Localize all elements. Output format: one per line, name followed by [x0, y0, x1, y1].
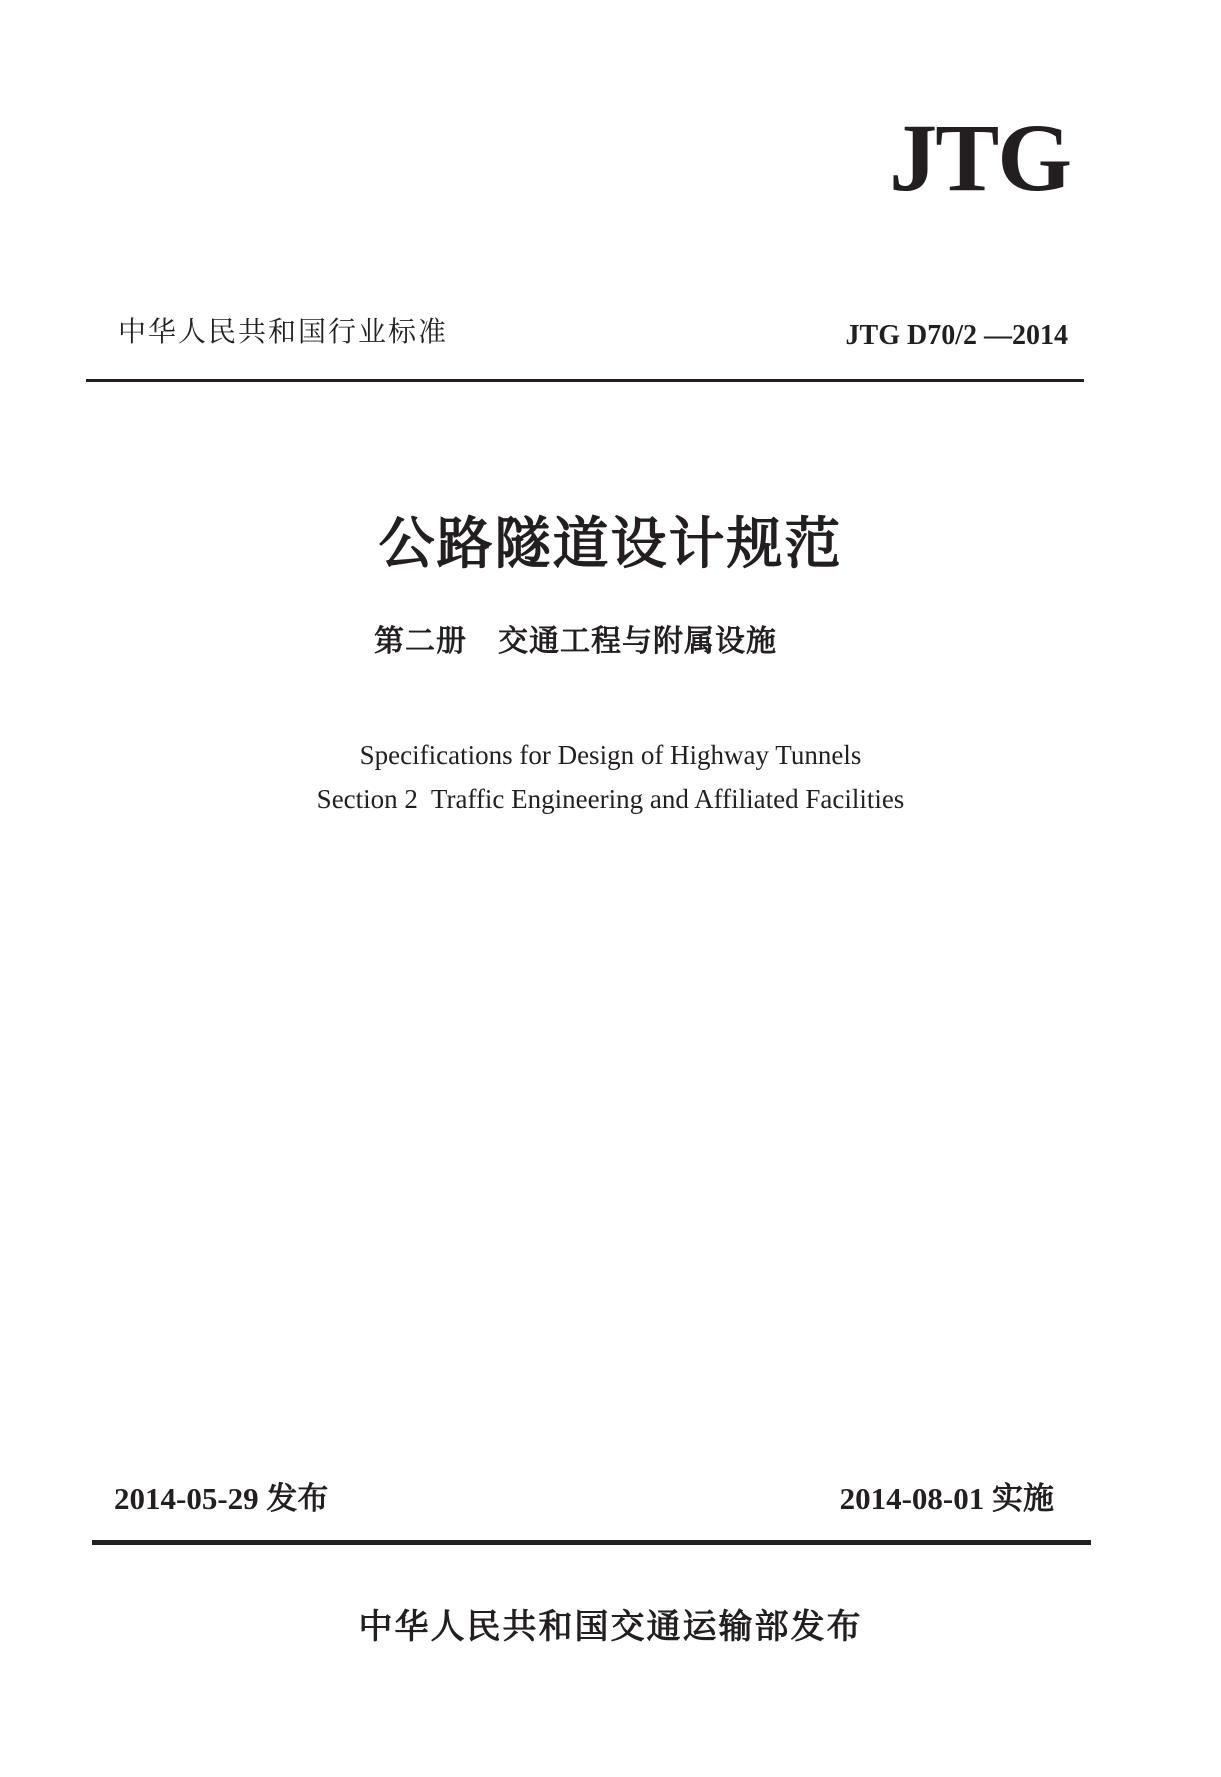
- english-title-line-1: Specifications for Design of Highway Tunnels: [359, 740, 862, 770]
- standard-category: 中华人民共和国行业标准: [118, 315, 449, 348]
- top-divider: [86, 379, 1084, 382]
- document-title-chinese: 公路隧道设计规范: [378, 511, 843, 577]
- document-subtitle-chinese: 第二册 交通工程与附属设施: [374, 624, 777, 659]
- effective-date: 2014-08-01 实施: [839, 1481, 1054, 1516]
- release-date: 2014-05-29 发布: [114, 1481, 329, 1516]
- document-title-english: [0, 733, 1221, 821]
- publisher: 中华人民共和国交通运输部发布: [358, 1607, 863, 1647]
- standard-code: JTG D70/2 —2014: [845, 320, 1068, 351]
- jtg-logo: JTG: [889, 104, 1070, 211]
- bottom-divider: [92, 1540, 1091, 1545]
- english-title-line-2: Section 2 Traffic Engineering and Affiliated Facilities: [316, 784, 905, 814]
